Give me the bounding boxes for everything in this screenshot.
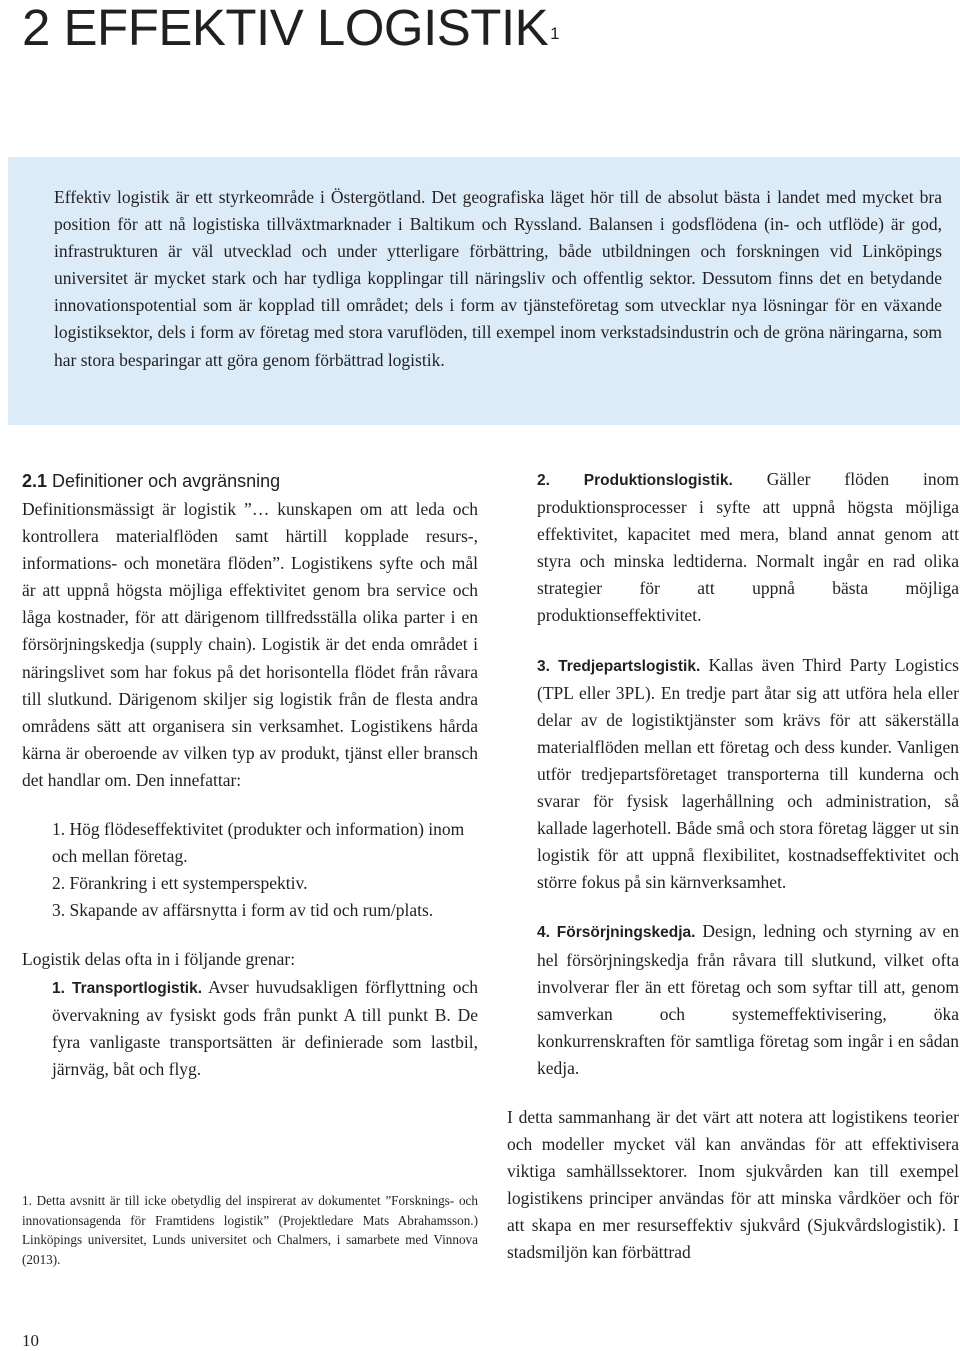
section-title: Definitioner och avgränsning [52, 471, 281, 491]
branch-item [507, 918, 959, 1082]
branch-item [22, 974, 478, 1083]
intro-text: Effektiv logistik är ett styrkeområde i Östergötland. Det geografiska läget hör till de absolut bästa i landet med mycket bra position för att nå logistiska tillväxtmarknader i Baltikum och Ryssland. Balansen i godsflödena (in- och utflöde) är god, infrastrukturen är väl utvecklad och under ytterligare förbättring, både utbildningen och forskningen vid Linköpings universitet är mycket stark och har tydliga kopplingar till näringsliv och offentlig sektor. Dessutom finns det en betydande innovationspotential som är kopplad till området; dels i form av tjänsteföretag som utvecklar nya lösningar för en växande logistiksektor, dels i form av företag med stora varuflöden, till exempel inom verkstadsindustrin och de gröna näringarna, som har stora besparingar att göra genom förbättrad logistik. [54, 187, 942, 370]
branch-label: 4. Försörjningskedja. [537, 924, 696, 942]
chapter-title-text: 2 EFFEKTIV LOGISTIK [22, 0, 549, 56]
branch-label: 1. Transportlogistik. [52, 979, 203, 997]
closing-paragraph: I detta sammanhang är det värt att notera att logistikens teorier och modeller mycket väl kan användas för att effektivisera viktiga samhällssektorer. Inom sjukvården kan till exempel logistikens principer användas för att minska vårdköer och för att skapa en mer resurseffektiv sjukvård (Sjukvårdslogistik). I stadsmiljön kan förbättrad [507, 1106, 959, 1263]
intro-box [8, 157, 960, 425]
page-number: 10 [22, 1331, 39, 1350]
branch-label: 2. Produktionslogistik. [537, 472, 733, 489]
footnote-marker: 1 [550, 24, 560, 43]
section-heading [22, 466, 478, 496]
section-number: 2.1 [22, 471, 48, 491]
core-list [22, 816, 478, 924]
list-item: 3. Skapande av affärsnytta i form av tid och rum/plats. [52, 900, 434, 921]
branches-intro: Logistik delas ofta in i följande grenar: [22, 949, 296, 970]
list-item: 1. Hög flödeseffektivitet (produkter och information) inom och mellan företag. [52, 819, 465, 867]
branch-item [507, 466, 959, 630]
list-item: 2. Förankring i ett systemperspektiv. [52, 873, 308, 894]
branch-text: Avser huvudsakligen förflyttning och övervakning av fysiskt gods från punkt A till punkt B. De fyra vanligaste transportsätten är definierade som lastbil, järnväg, båt och flyg. [52, 976, 479, 1079]
branch-text: Gäller flöden inom produktionsprocesser i syfte att uppnå högsta möjliga effektivitet, kapacitet med mera, bland annat genom att styra och minska ledtiderna. Normalt ingår en rad olika strategier för att uppnå bästa möjliga produktionseffektivitet. [537, 469, 959, 626]
chapter-title [22, 0, 559, 56]
branch-text: Design, ledning och styrning av en hel försörjningskedja från råvara till slutkund, vilket ofta involverar fler än ett företag och som syftar till att, genom samverkan och systemeffektivisering, öka konkurrenskraften för samtliga företag som ingår i en sådan kedja. [537, 921, 960, 1078]
left-column [22, 466, 478, 1083]
branch-item [507, 652, 959, 897]
footnote [22, 1191, 478, 1269]
right-column [507, 466, 959, 1267]
footnote-text: 1. Detta avsnitt är till icke obetydlig del inspirerat av dokumentet ”Forsknings- och innovationsagenda för Framtidens logistik” (Projektledare Mats Abrahamsson.) Linköpings universitet, Lunds universitet och Chalmers, i samarbete med Vinnova (2013). [22, 1193, 478, 1267]
branch-text: Kallas även Third Party Logistics (TPL eller 3PL). En tredje part åtar sig att utföra hela eller delar av de logistiktjänster som krävs för att säkerställa materialflöden mellan ett företag och dess kunder. Vanligen utför tredjepartsföretaget transporterna till kunderna och svarar för fysisk lagerhållning och administration, så kallade lagerhotell. Både små och stora företag lägger ut sin logistik för att uppnå flexibilitet, kostnadseffektivitet och större fokus på sin kärnverksamhet. [537, 654, 959, 893]
branch-label: 3. Tredjepartslogistik. [537, 657, 701, 675]
definition-paragraph: Definitionsmässigt är logistik ”… kunskapen om att leda och kontrollera materialflöden samt härtill kopplade resurs-, informations- och monetära flöden”. Logistikens syfte och mål är att uppnå högsta möjliga effektivitet genom bra service och låga kostnader, för att därigenom tillfredsställa olika parter i en försörjningskedja (supply chain). Logistik är det enda området i näringslivet som har fokus på det horisontella flödet från råvara till slutkund. Därigenom skiljer sig logistik från de flesta andra områdens sätt att organisera sin verksamhet. Logistikens hårda kärna är oberoende av vilken typ av produkt, tjänst eller bransch det handlar om. Den innefattar: [22, 499, 478, 790]
